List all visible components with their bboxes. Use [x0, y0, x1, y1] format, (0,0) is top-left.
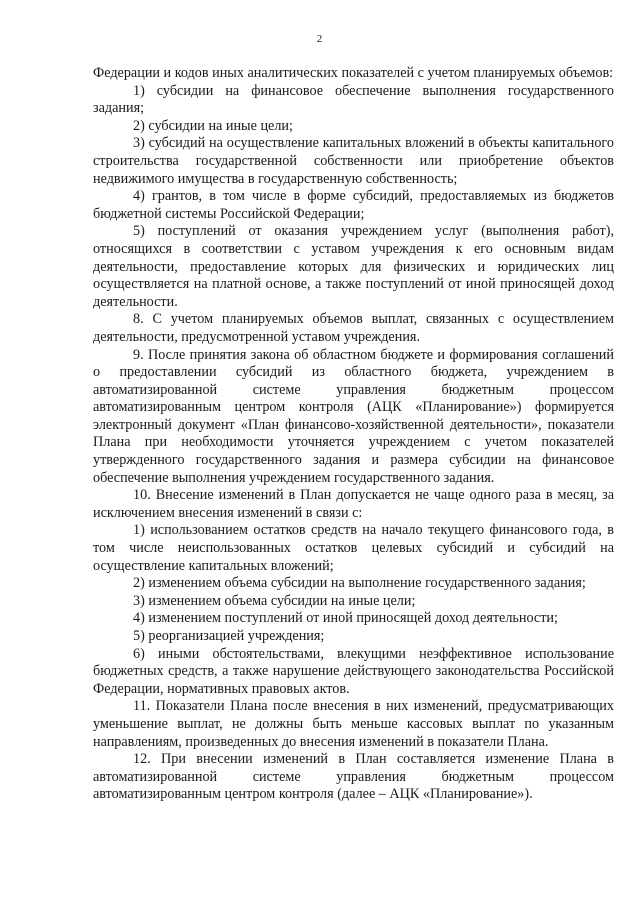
paragraph: 6) иными обстоятельствами, влекущими неэффективное использование бюджетных средств, а также нарушение действующего законодательства Российской Федерации, нормативных правовых актов.	[93, 645, 614, 697]
paragraph: 4) изменением поступлений от иной приносящей доход деятельности;	[133, 610, 558, 627]
paragraph: Федерации и кодов иных аналитических показателей с учетом планируемых объемов:	[93, 65, 614, 81]
paragraph: 2) изменением объема субсидии на выполнение государственного задания;	[133, 575, 586, 592]
paragraph: 1) использованием остатков средств на начало текущего финансового года, в том числе неиспользованных остатков целевых субсидий и субсидий на осуществление капитальных вложений;	[93, 522, 614, 574]
paragraph: 3) субсидий на осуществление капитальных вложений в объекты капитального строительства государственной собственности или приобретение объектов недвижимого имущества в государственную собственность;	[93, 135, 614, 187]
page-number: 2	[316, 33, 323, 45]
document-body	[93, 65, 614, 804]
paragraph: 4) грантов, в том числе в форме субсидий, предоставляемых из бюджетов бюджетной системы Российской Федерации;	[93, 188, 614, 222]
paragraph: 3) изменением объема субсидии на иные цели;	[133, 592, 416, 609]
paragraph: 5) реорганизацией учреждения;	[133, 628, 325, 644]
paragraph: 9. После принятия закона об областном бюджете и формирования соглашений о предоставлении субсидий из областного бюджета, учреждением в автоматизированной системе управления бюджетным процессом автоматизированным центром контроля (АЦК «Планирование») формируется электронный документ «План финансово-хозяйственной деятельности», показатели Плана при необходимости уточняется учреждением с учетом показателей утвержденного государственного задания и размера субсидии на финансовое обеспечение выполнения учреждением государственного задания.	[93, 346, 614, 486]
paragraph: 1) субсидии на финансовое обеспечение выполнения государственного задания;	[93, 82, 614, 117]
paragraph: 10. Внесение изменений в План допускается не чаще одного раза в месяц, за исключением внесения изменений в связи с:	[93, 487, 614, 521]
paragraph: 5) поступлений от оказания учреждением услуг (выполнения работ), относящихся в соответствии с уставом учреждения к его основным видам деятельности, предоставление которых для физических и юридических лиц осуществляется на платной основе, а также поступлений от иной приносящей доход деятельности.	[93, 223, 614, 310]
paragraph: 2) субсидии на иные цели;	[133, 117, 293, 134]
paragraph: 12. При внесении изменений в План составляется изменение Плана в автоматизированной системе управления бюджетным процессом автоматизированным центром контроля (далее – АЦК «Планирование»).	[93, 751, 614, 803]
paragraph: 8. С учетом планируемых объемов выплат, связанных с осуществлением деятельности, предусмотренной уставом учреждения.	[93, 311, 614, 345]
paragraph: 11. Показатели Плана после внесения в них изменений, предусматривающих уменьшение выплат, не должны быть меньше кассовых выплат по указанным направлениям, произведенных до внесения изменений в показатели Плана.	[93, 698, 614, 750]
